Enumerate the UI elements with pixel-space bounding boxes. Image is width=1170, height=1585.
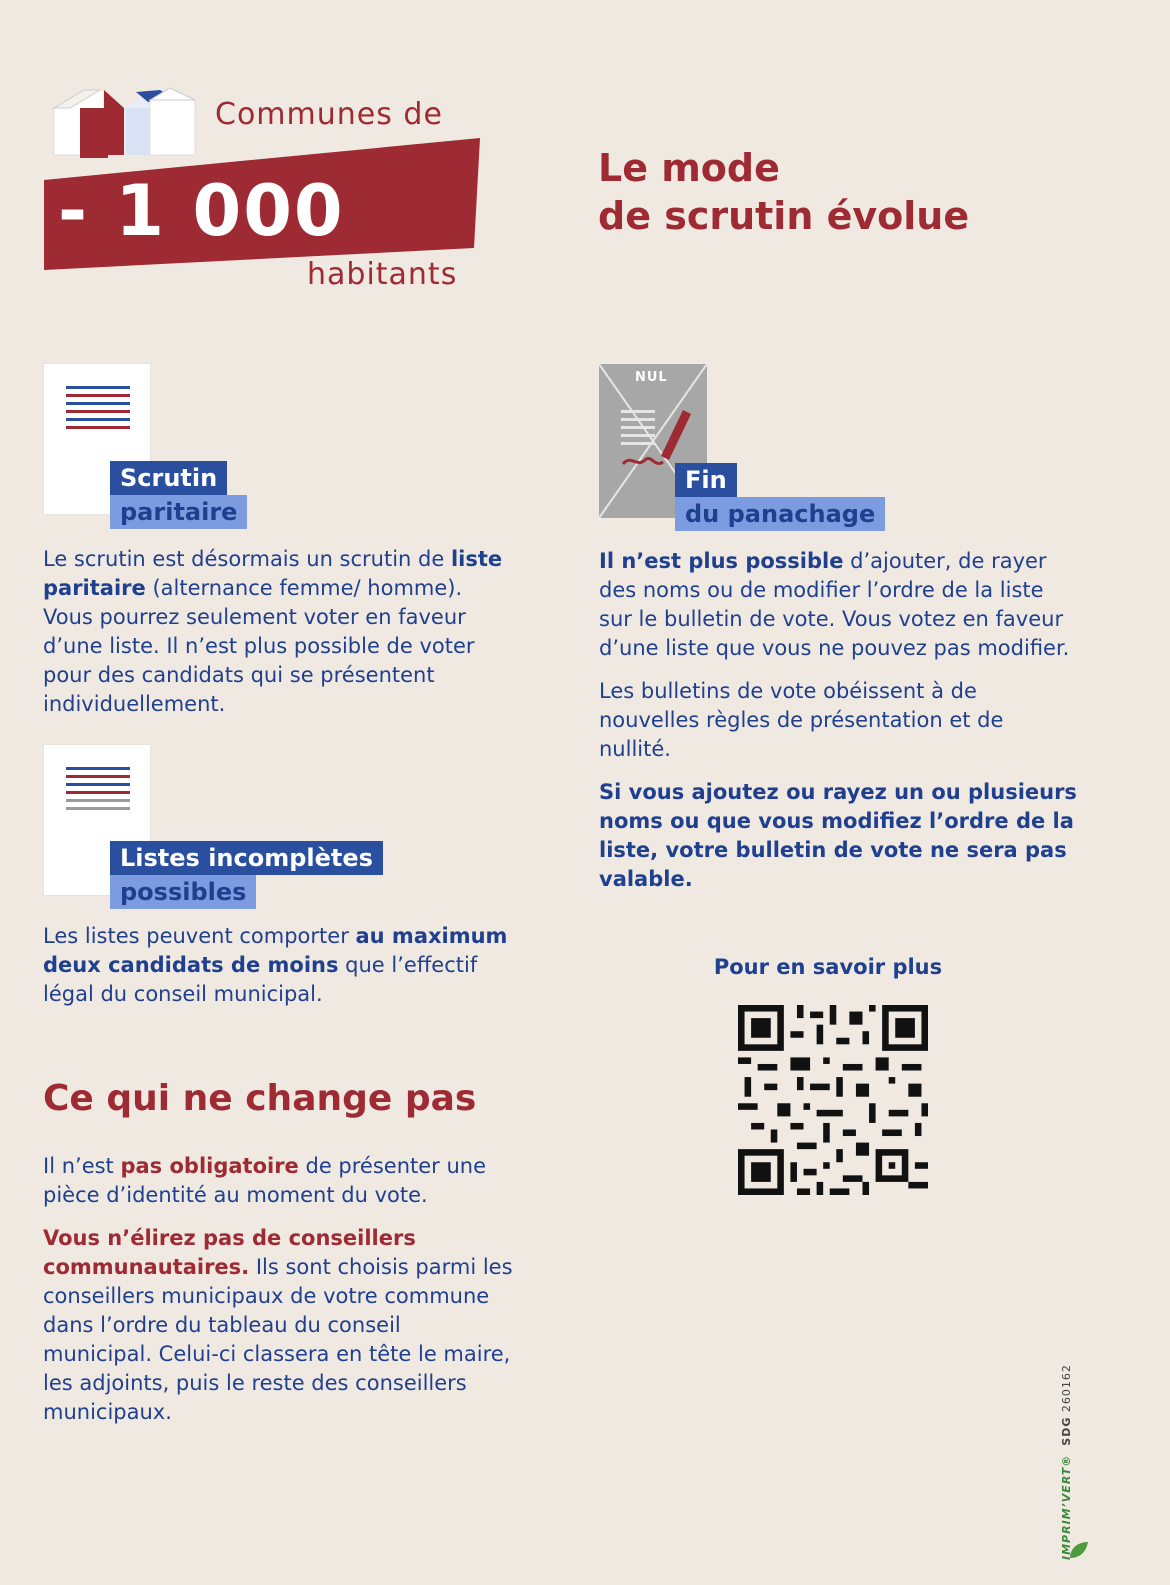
text-part: que l’effectif légal du conseil municipal. bbox=[43, 953, 478, 1006]
communes-de-label: Communes de bbox=[215, 97, 443, 132]
text-emphasis: Il n’est plus possible bbox=[599, 549, 844, 573]
tag-line-1: Fin bbox=[675, 463, 737, 497]
tag-scrutin-paritaire bbox=[110, 461, 247, 529]
panachage-text bbox=[599, 547, 1079, 908]
text-part: Il n’est bbox=[43, 1154, 121, 1178]
unchanged-title: Ce qui ne change pas bbox=[43, 1078, 477, 1119]
nullity-paragraph: Les bulletins de vote obéissent à de nouvelles règles de présentation et de nullité. bbox=[599, 679, 1004, 761]
imprim-vert-label: IMPRIM’VERT® bbox=[1060, 1454, 1073, 1560]
tag-fin-panachage bbox=[675, 463, 885, 531]
sdg-label: SDG bbox=[1060, 1416, 1073, 1446]
tag-line-2: du panachage bbox=[675, 497, 885, 531]
title-line-1: Le mode bbox=[598, 146, 780, 190]
print-code: 260162 bbox=[1060, 1364, 1073, 1413]
habitants-label: habitants bbox=[307, 257, 458, 292]
text-part: Les listes peuvent comporter bbox=[43, 924, 356, 948]
title-line-2: de scrutin évolue bbox=[598, 194, 970, 238]
text-emphasis: au maximum deux candidats de moins bbox=[43, 924, 508, 977]
text-part: d’ajouter, de rayer des noms ou de modifier l’ordre de la liste sur le bulletin de vote. Vous votez en faveur d’une liste que vous ne pouvez pas modifier. bbox=[599, 549, 1070, 660]
qr-code[interactable] bbox=[738, 1005, 928, 1195]
printer-mark bbox=[1060, 1364, 1073, 1560]
unchanged-text bbox=[43, 1152, 513, 1441]
text-part: (alternance femme/ homme). Vous pourrez seulement voter en faveur d’une liste. Il n’est plus possible de voter pour des candidats qui se présentent individuellement. bbox=[43, 576, 475, 716]
paritaire-text bbox=[43, 545, 513, 733]
tag-line-1: Scrutin bbox=[110, 461, 227, 495]
tag-line-2: possibles bbox=[110, 875, 256, 909]
text-emphasis: Vous n’élirez pas de conseillers communautaires. bbox=[43, 1226, 416, 1279]
tag-line-2: paritaire bbox=[110, 495, 247, 529]
tag-listes-incompletes bbox=[110, 841, 383, 909]
text-part: Le scrutin est désormais un scrutin de bbox=[43, 547, 451, 571]
leaf-icon bbox=[1068, 1540, 1090, 1560]
tag-line-1: Listes incomplètes bbox=[110, 841, 383, 875]
warning-paragraph: Si vous ajoutez ou rayez un ou plusieurs noms ou que vous modifiez l’ordre de la liste, votre bulletin de vote ne sera pas valable. bbox=[599, 780, 1077, 891]
page-title bbox=[598, 144, 969, 240]
text-part: de présenter une pièce d’identité au moment du vote. bbox=[43, 1154, 487, 1207]
nul-label: NUL bbox=[635, 370, 668, 385]
text-part: Ils sont choisis parmi les conseillers municipaux de votre commune dans l’ordre du tableau du conseil municipal. Celui-ci classera en tête le maire, les adjoints, puis le reste des conseillers municipaux. bbox=[43, 1255, 513, 1424]
incompletes-text bbox=[43, 922, 513, 1023]
text-emphasis: pas obligatoire bbox=[120, 1154, 299, 1178]
population-figure: - 1 000 bbox=[58, 170, 345, 252]
more-info-label: Pour en savoir plus bbox=[713, 955, 943, 979]
text-emphasis: liste paritaire bbox=[43, 547, 503, 600]
